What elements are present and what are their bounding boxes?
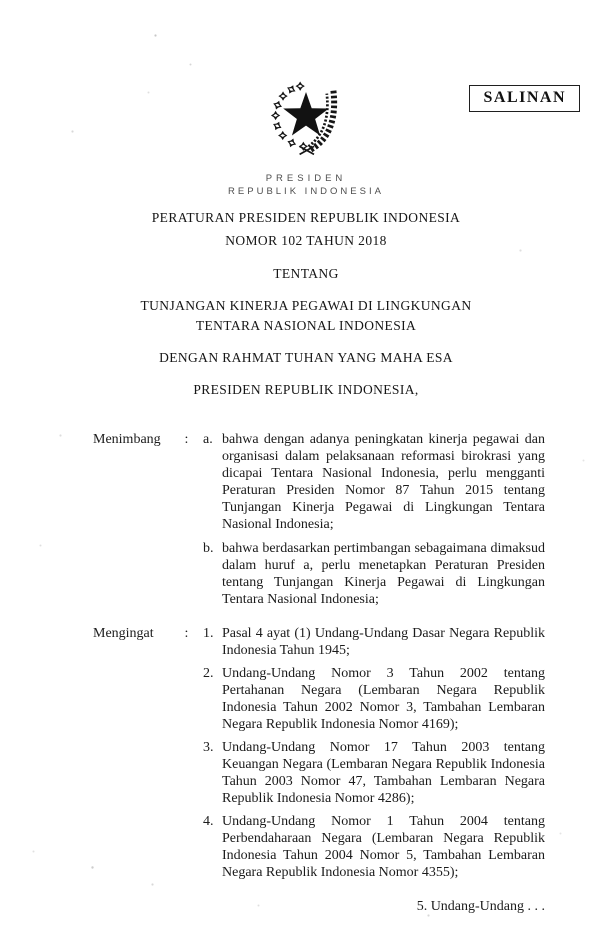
item-text: Undang-Undang Nomor 17 Tahun 2003 tentang Keuangan Negara (Lembaran Negara Republik Indonesia Tahun 2003 Nomor 47, Tambahan Lembaran Negara Republik Indonesia Nomor 4286); <box>222 740 545 806</box>
document-body <box>93 431 545 915</box>
letterhead <box>0 172 612 198</box>
item-marker: 4. <box>203 814 214 829</box>
invocation-line: DENGAN RAHMAT TUHAN YANG MAHA ESA <box>159 350 453 365</box>
regulation-number: NOMOR 102 TAHUN 2018 <box>225 233 387 248</box>
item-marker: 3. <box>203 740 214 755</box>
presidential-star-wreath-emblem <box>258 76 354 164</box>
recalling-colon: : <box>184 626 189 641</box>
considering-item-b <box>203 540 545 608</box>
recalling-label: Mengingat <box>93 626 154 641</box>
item-text: bahwa dengan adanya peningkatan kinerja pegawai dan organisasi dalam pelaksanaan reformasi birokrasi yang dicapai Tentara Nasional Indonesia, perlu mengganti Peraturan Presiden Nomor 87 Tahun 2015 tentang Tunjangan Kinerja Pegawai di Lingkungan Tentara Nasional Indonesia; <box>222 432 545 532</box>
subject-line-1: TUNJANGAN KINERJA PEGAWAI DI LINGKUNGAN <box>140 298 472 313</box>
recalling-clause <box>93 625 545 887</box>
about-label: TENTANG <box>273 266 339 281</box>
considering-items <box>203 431 545 608</box>
considering-clause <box>93 431 545 608</box>
item-marker: 2. <box>203 666 214 681</box>
recalling-item-3 <box>203 739 545 807</box>
letterhead-presiden: PRESIDEN <box>265 173 347 184</box>
regulation-title: PERATURAN PRESIDEN REPUBLIK INDONESIA <box>151 210 461 225</box>
subject-line-2: TENTARA NASIONAL INDONESIA <box>195 318 417 333</box>
considering-item-a <box>203 431 545 533</box>
item-marker: a. <box>203 432 213 447</box>
title-block <box>0 210 612 398</box>
recalling-item-2 <box>203 665 545 733</box>
letterhead-republik-indonesia: REPUBLIK INDONESIA <box>228 186 384 197</box>
recalling-item-1 <box>203 625 545 659</box>
issuer-line: PRESIDEN REPUBLIK INDONESIA, <box>193 382 419 397</box>
salinan-stamp: SALINAN <box>469 85 580 112</box>
item-marker: 1. <box>203 626 214 641</box>
recalling-items <box>203 625 545 887</box>
scan-noise <box>0 0 1 1</box>
item-marker: b. <box>203 541 214 556</box>
item-text: Undang-Undang Nomor 1 Tahun 2004 tentang Perbendaharaan Negara (Lembaran Negara Republik Indonesia Tahun 2004 Nomor 5, Tambahan Lembaran Negara Republik Indonesia Nomor 4355); <box>222 814 545 880</box>
page-catchword: 5. Undang-Undang . . . <box>416 899 545 914</box>
considering-label: Menimbang <box>93 432 161 447</box>
item-text: Pasal 4 ayat (1) Undang-Undang Dasar Negara Republik Indonesia Tahun 1945; <box>222 626 545 658</box>
recalling-item-4 <box>203 813 545 881</box>
considering-colon: : <box>184 432 189 447</box>
item-text: bahwa berdasarkan pertimbangan sebagaimana dimaksud dalam huruf a, perlu menetapkan Peraturan Presiden tentang Tunjangan Kinerja Pegawai di Lingkungan Tentara Nasional Indonesia; <box>222 541 545 607</box>
item-text: Undang-Undang Nomor 3 Tahun 2002 tentang Pertahanan Negara (Lembaran Negara Republik Indonesia Tahun 2002 Nomor 3, Tambahan Lembaran Negara Republik Indonesia Nomor 4169); <box>222 666 545 732</box>
